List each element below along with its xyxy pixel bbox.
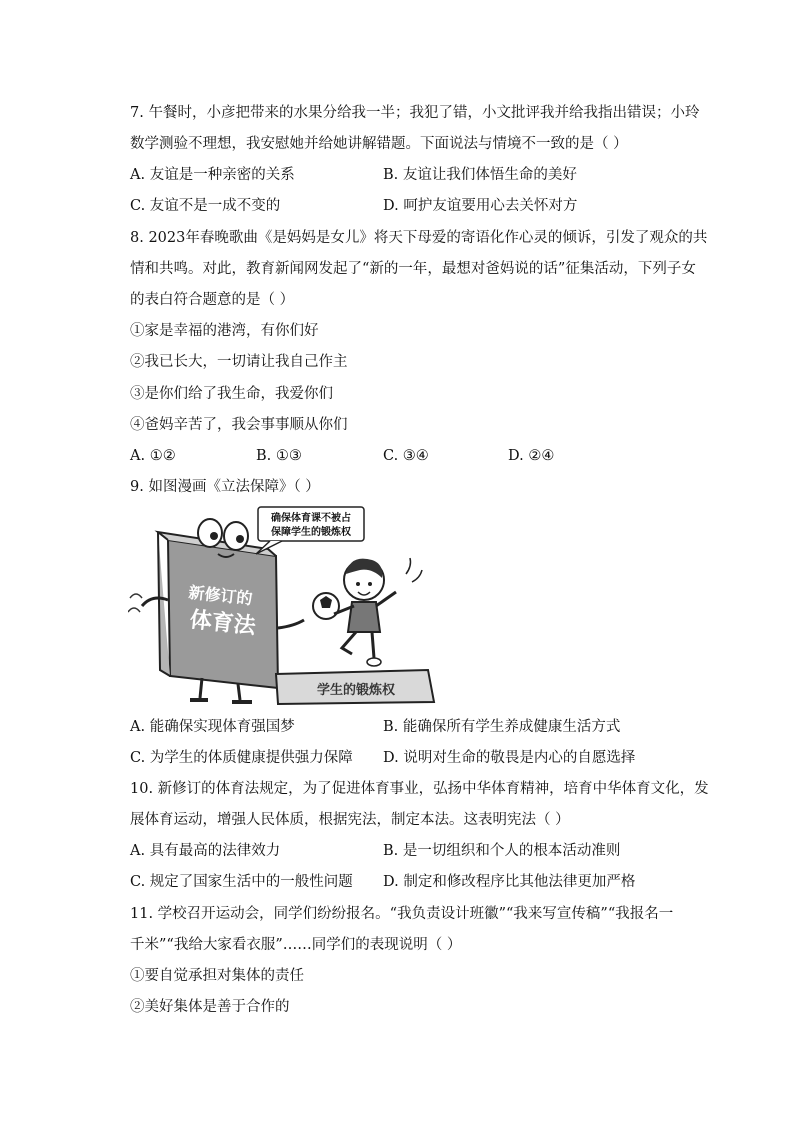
q8-statement-1: ①家是幸福的港湾，有你们好 (130, 323, 319, 339)
speech-line1: 确保体育课不被占 (271, 513, 351, 524)
q8-stem-line1: 8. 2023年春晚歌曲《是妈妈是女儿》将天下母爱的寄语化作心灵的倾诉，引发了观众的共 (130, 230, 708, 246)
q8-stem-line3: 的表白符合题意的是（ ） (130, 292, 295, 308)
q8-option-b: B. ①③ (256, 448, 302, 464)
q7-option-c: C. 友谊不是一成不变的 (130, 198, 281, 214)
q8-option-d: D. ②④ (508, 448, 555, 464)
speech-line2: 保障学生的锻炼权 (271, 527, 351, 538)
q11-stem-line2: 千米”“我给大家看衣服”……同学们的表现说明（ ） (130, 937, 462, 953)
q8-statement-3: ③是你们给了我生命，我爱你们 (130, 386, 333, 402)
q7-option-b: B. 友谊让我们体悟生命的美好 (383, 167, 577, 183)
cartoon-illustration (128, 502, 440, 706)
book-title-line2: 体育法 (188, 607, 257, 640)
q7-option-a: A. 友谊是一种亲密的关系 (130, 167, 295, 183)
q9-stem: 9. 如图漫画《立法保障》（ ） (130, 479, 320, 495)
q9-option-d: D. 说明对生命的敬畏是内心的自愿选择 (383, 750, 636, 766)
q11-statement-1: ①要自觉承担对集体的责任 (130, 968, 304, 984)
q9-option-a: A. 能确保实现体育强国梦 (130, 719, 295, 735)
q8-option-a: A. ①② (130, 448, 176, 464)
q10-option-b: B. 是一切组织和个人的根本活动准则 (383, 843, 621, 859)
q10-option-d: D. 制定和修改程序比其他法律更加严格 (383, 874, 636, 890)
q8-statement-2: ②我已长大，一切请让我自己作主 (130, 354, 348, 370)
q11-statement-2: ②美好集体是善于合作的 (130, 999, 290, 1015)
q9-option-b: B. 能确保所有学生养成健康生活方式 (383, 719, 621, 735)
q7-option-d: D. 呵护友谊要用心去关怀对方 (383, 198, 578, 214)
cartoon-figure (128, 502, 440, 706)
q8-option-c: C. ③④ (383, 448, 429, 464)
q8-statement-4: ④爸妈辛苦了，我会事事顺从你们 (130, 417, 348, 433)
q10-option-a: A. 具有最高的法律效力 (130, 843, 281, 859)
q10-option-c: C. 规定了国家生活中的一般性问题 (130, 874, 353, 890)
q7-stem-line1: 7. 午餐时，小彦把带来的水果分给我一半；我犯了错，小文批评我并给我指出错误；小玲 (130, 105, 700, 121)
q9-option-c: C. 为学生的体质健康提供强力保障 (130, 750, 353, 766)
q10-stem-line1: 10. 新修订的体育法规定，为了促进体育事业，弘扬中华体育精神，培育中华体育文化，发 (130, 781, 709, 797)
q8-stem-line2: 情和共鸣。对此，教育新闻网发起了“新的一年，最想对爸妈说的话”征集活动，下列子女 (130, 261, 696, 277)
plinth-label: 学生的锻炼权 (316, 683, 396, 698)
q11-stem-line1: 11. 学校召开运动会，同学们纷纷报名。“我负责设计班徽”“我来写宣传稿”“我报名一 (130, 906, 674, 922)
q10-stem-line2: 展体育运动，增强人民体质，根据宪法，制定本法。这表明宪法（ ） (130, 812, 570, 828)
book-title-line1: 新修订的 (187, 582, 254, 609)
q7-stem-line2: 数学测验不理想，我安慰她并给她讲解错题。下面说法与情境不一致的是（ ） (130, 136, 628, 152)
